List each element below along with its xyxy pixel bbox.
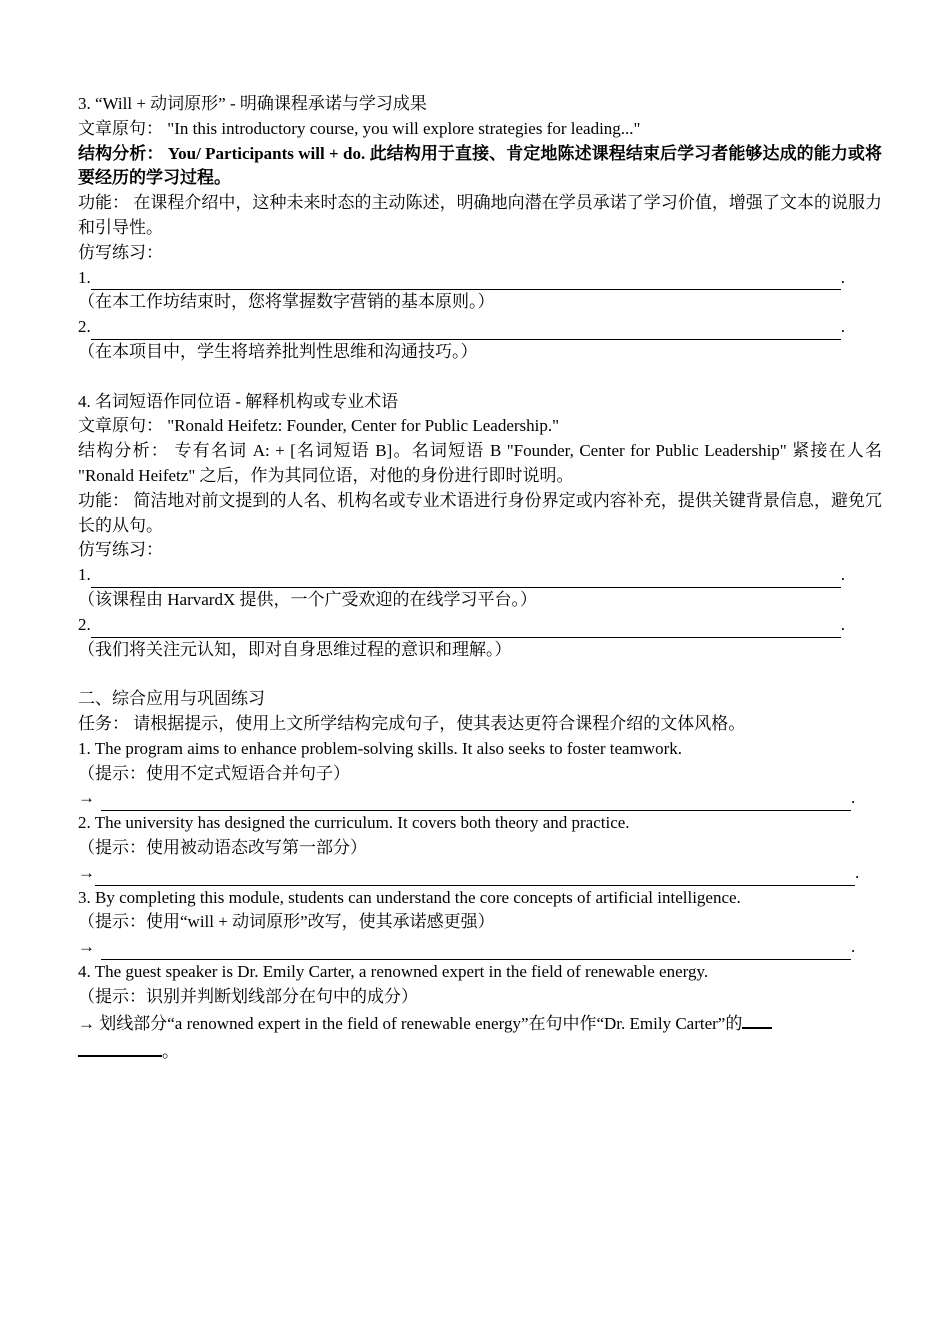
item-period: .: [840, 317, 845, 337]
item-number: 1.: [78, 565, 91, 585]
answer-blank[interactable]: [91, 618, 841, 638]
exercise-2-sentence: 2. The university has designed the curriculum. It covers both theory and practice.: [78, 813, 630, 833]
exercise-3-answer: [78, 935, 882, 960]
exercise-2-answer: [78, 861, 882, 886]
section-3-function: 功能： 在课程介绍中，这种未来时态的主动陈述，明确地向潜在学员承诺了学习价值，增强了文本的说服力和引导性。: [78, 193, 882, 237]
exercise-1-sentence: 1. The program aims to enhance problem-solving skills. It also seeks to foster teamwork.: [78, 738, 682, 758]
section-3-practice-item-2: [78, 315, 882, 340]
section-4-practice-item-1: [78, 563, 882, 588]
section-4-structure-analysis: 结构分析： 专有名词 A: + [名词短语 B]。名词短语 B "Founder, Center for Public Leadership" 紧接在人名 "Ronald Heifetz" 之后，作为其同位语，对他的身份进行即时说明。: [78, 441, 882, 485]
answer-blank[interactable]: [78, 1037, 162, 1057]
section-4-practice-label: 仿写练习：: [78, 540, 163, 560]
document-page: [78, 92, 882, 1065]
spacer: [78, 365, 882, 390]
item-period: .: [840, 614, 845, 634]
answer-blank[interactable]: [101, 940, 851, 960]
part-2-task: 任务： 请根据提示，使用上文所学结构完成句子，使其表达更符合课程介绍的文体风格。: [78, 713, 746, 733]
section-4-practice-hint-1: （该课程由 HarvardX 提供，一个广受欢迎的在线学习平台。）: [78, 589, 537, 609]
section-4-original-sentence: 文章原句： "Ronald Heifetz: Founder, Center for Public Leadership.": [78, 416, 560, 436]
section-4-title: 4. 名词短语作同位语 - 解释机构或专业术语: [78, 391, 399, 411]
spacer: [78, 662, 882, 687]
exercise-4-hint: （提示：识别并判断划线部分在句中的成分）: [78, 986, 418, 1006]
section-3-structure-analysis: 结构分析： You/ Participants will + do. 此结构用于直接、肯定地陈述课程结束后学习者能够达成的能力或将要经历的学习过程。: [78, 143, 882, 188]
item-number: 1.: [78, 267, 91, 287]
answer-blank[interactable]: [91, 568, 841, 588]
section-4-practice-item-2: [78, 613, 882, 638]
exercise-3-sentence: 3. By completing this module, students can understand the core concepts of artificial intelligence.: [78, 887, 741, 907]
section-3-practice-item-1: [78, 266, 882, 291]
exercise-4-answer: [78, 1009, 882, 1037]
exercise-1-hint: （提示：使用不定式短语合并句子）: [78, 763, 350, 783]
exercise-4-answer-continued: [78, 1037, 882, 1065]
answer-blank[interactable]: [95, 866, 855, 886]
exercise-4-answer-text: → 划线部分“a renowned expert in the field of renewable energy”在句中作“Dr. Emily Carter”的: [78, 1014, 743, 1034]
item-period: .: [851, 937, 856, 957]
exercise-3-hint: （提示：使用“will + 动词原形”改写，使其承诺感更强）: [78, 912, 495, 932]
item-period: .: [855, 862, 860, 882]
answer-blank[interactable]: [742, 1009, 772, 1029]
item-number: 2.: [78, 614, 91, 634]
item-number: 2.: [78, 317, 91, 337]
section-3-practice-hint-1: （在本工作坊结束时，您将掌握数字营销的基本原则。）: [78, 292, 495, 312]
section-3-practice-hint-2: （在本项目中，学生将培养批判性思维和沟通技巧。）: [78, 341, 478, 361]
item-period: .: [840, 267, 845, 287]
part-2-title: 二、综合应用与巩固练习: [78, 689, 265, 709]
arrow-icon: →: [78, 788, 95, 808]
answer-blank[interactable]: [101, 791, 851, 811]
exercise-4-sentence: 4. The guest speaker is Dr. Emily Carter, a renowned expert in the field of renewable energy.: [78, 961, 709, 981]
section-3-practice-label: 仿写练习：: [78, 242, 163, 262]
section-3-title: 3. “Will + 动词原形” - 明确课程承诺与学习成果: [78, 94, 427, 113]
arrow-icon: →: [78, 862, 95, 882]
arrow-icon: →: [78, 937, 95, 957]
item-period: .: [851, 788, 856, 808]
sentence-end: 。: [162, 1042, 179, 1062]
section-3-original-sentence: 文章原句： "In this introductory course, you will explore strategies for leading...": [78, 118, 641, 138]
section-4-practice-hint-2: （我们将关注元认知，即对自身思维过程的意识和理解。）: [78, 639, 512, 659]
answer-blank[interactable]: [91, 320, 841, 340]
exercise-2-hint: （提示：使用被动语态改写第一部分）: [78, 837, 367, 857]
answer-blank[interactable]: [91, 270, 841, 290]
item-period: .: [840, 565, 845, 585]
exercise-1-answer: [78, 786, 882, 811]
section-4-function: 功能： 简洁地对前文提到的人名、机构名或专业术语进行身份界定或内容补充，提供关键背景信息，避免冗长的从句。: [78, 490, 882, 535]
